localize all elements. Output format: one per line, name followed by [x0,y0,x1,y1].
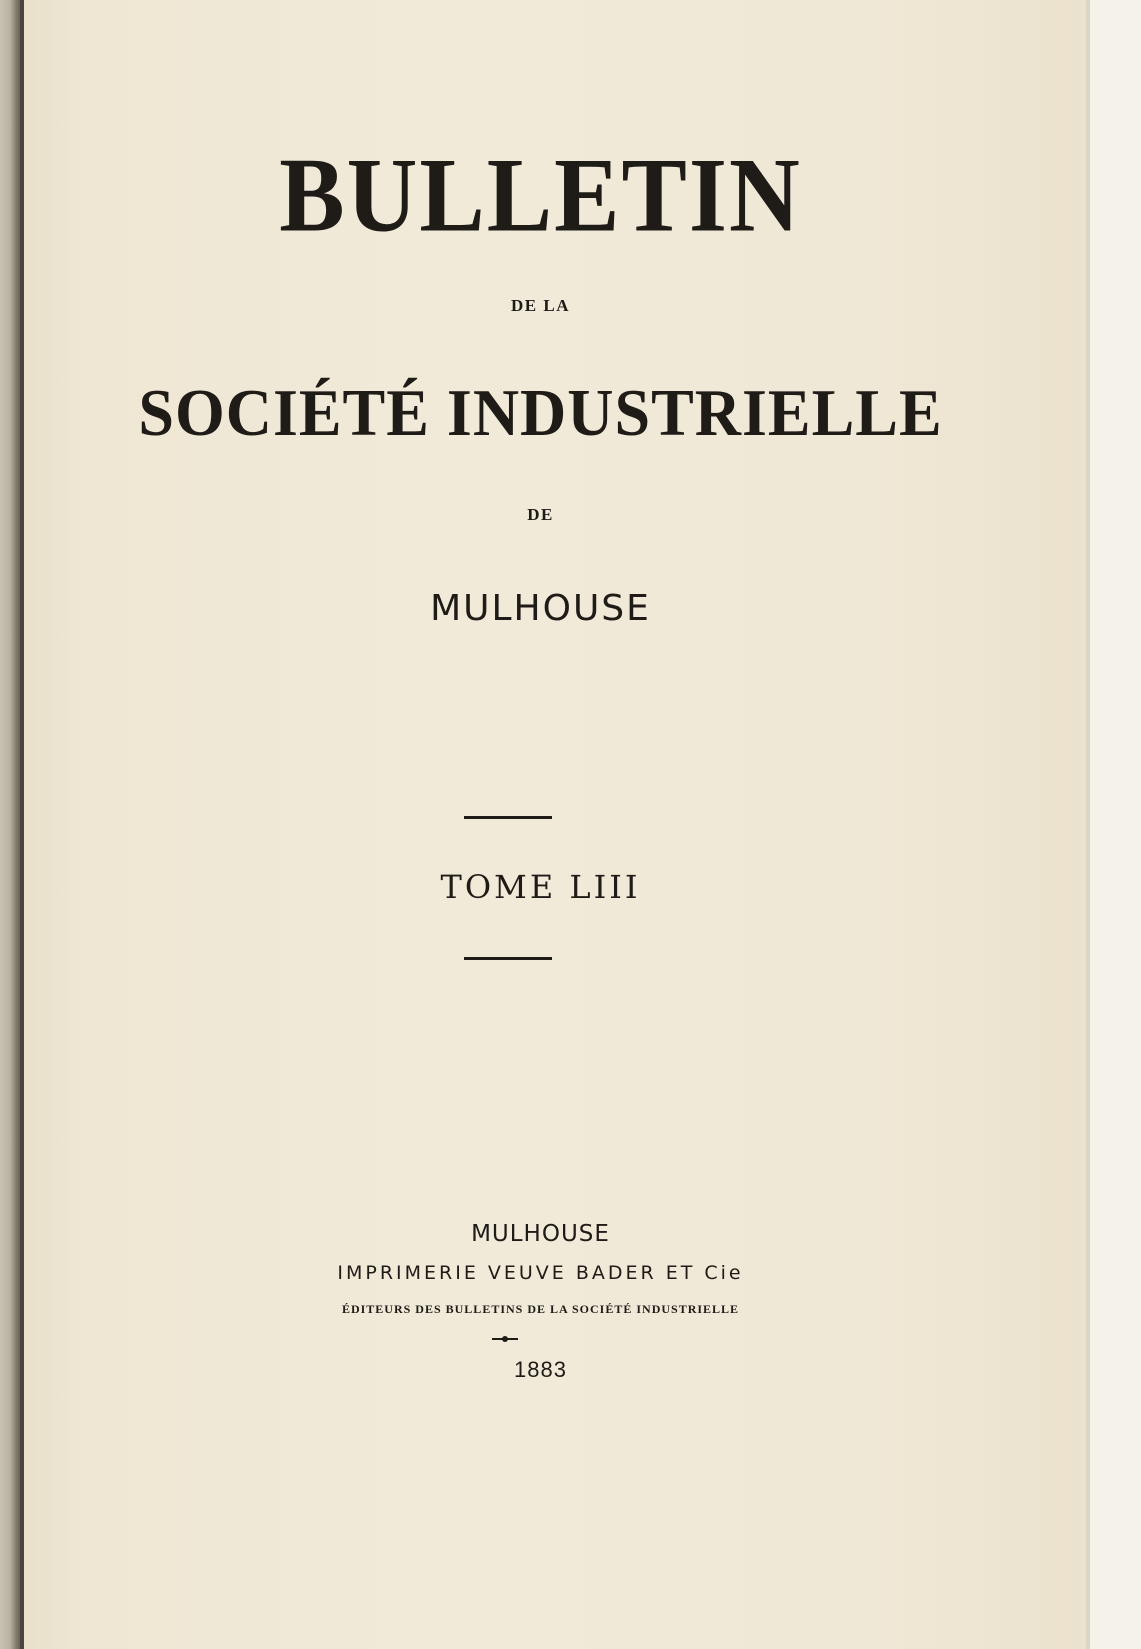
title-connector-de-la: DE LA [511,296,570,315]
volume-number: TOME LIII [440,868,641,906]
society-name: SOCIÉTÉ INDUSTRIELLE [138,375,943,450]
title-connector-de: DE [527,505,554,524]
imprint-printer: IMPRIMERIE VEUVE BADER ET Cie [337,1262,744,1284]
society-city: MULHOUSE [430,588,651,629]
divider-rule-top [464,816,552,819]
divider-rule-bottom [464,957,552,960]
imprint-editors: ÉDITEURS DES BULLETINS DE LA SOCIÉTÉ INDUSTRIELLE [341,1302,740,1316]
imprint-city: MULHOUSE [471,1221,610,1247]
bulletin-title: BULLETIN [279,137,802,255]
publication-year: 1883 [514,1357,567,1382]
ornament-dash-icon [492,1338,518,1340]
